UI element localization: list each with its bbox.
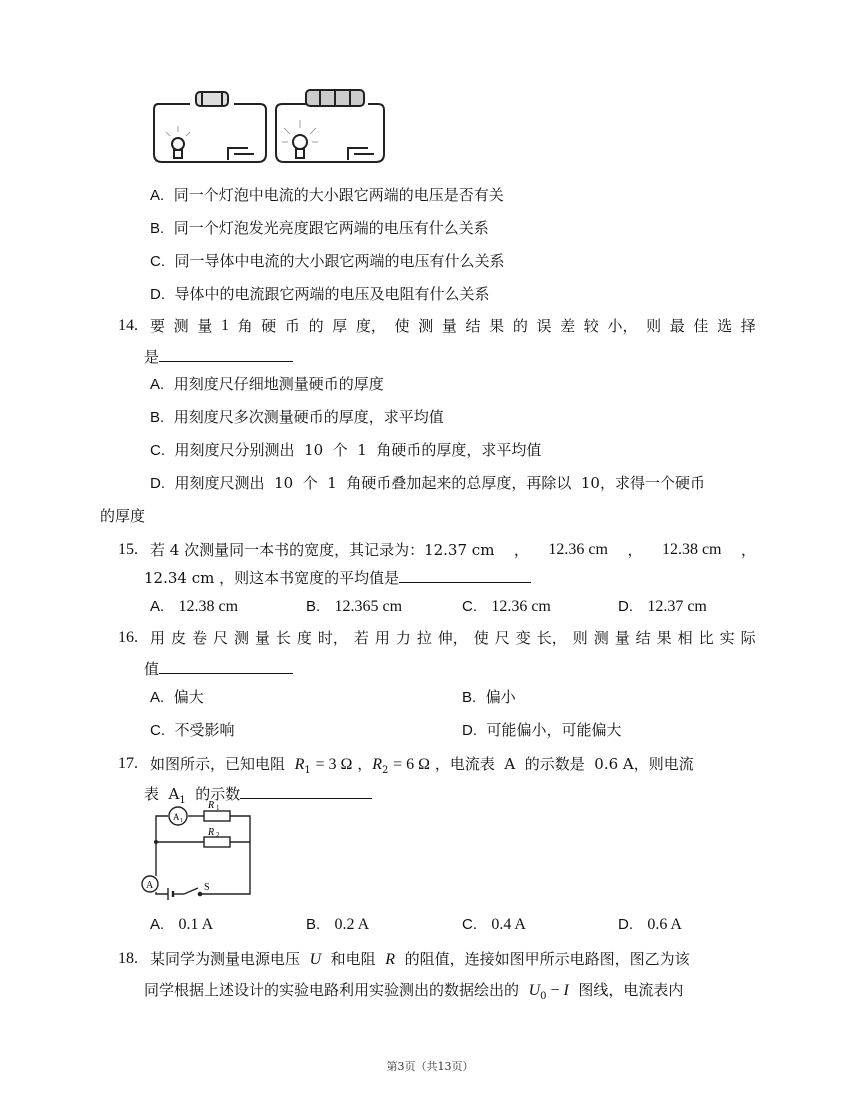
q17-circuit-diagram [138,800,258,904]
q14-stem-line1 [150,315,756,337]
stem-word: 长 [275,629,291,647]
stem-word: 测 [173,317,189,335]
q15-number: 15. [118,541,138,558]
stem-word: 卷 [191,629,207,647]
stem-word: 测 [418,317,434,335]
stem-word: 时， [317,629,348,647]
q14-number: 14. [118,317,138,334]
q15-option-b: B. 12.365 cm [306,598,403,615]
stem-word: 度， [355,317,386,335]
stem-word: 则 [572,629,588,647]
label-r1: R [208,800,215,811]
stem-word: 果 [489,317,505,335]
stem-word: 量 [197,317,213,335]
stem-word: 小， [607,317,638,335]
stem-word: 果 [656,629,672,647]
stem-word: 量 [254,629,270,647]
stem-word: 佳 [693,317,709,335]
stem-word: 比 [698,629,714,647]
q13-circuit-figure [150,82,390,164]
stem-word: 际 [740,629,756,647]
q13-option-b: B. 同一个灯泡发光亮度跟它两端的电压有什么关系 [150,219,489,237]
stem-word: 相 [677,629,693,647]
stem-word: 实 [719,629,735,647]
q16-answer-blank[interactable] [159,659,293,674]
stem-word: 若 4 次测量同一本书的宽度，其记录为：12.37 cm [150,541,495,559]
q14-answer-blank[interactable] [159,347,293,362]
q17-option-b: B. 0.2 A [306,916,370,933]
q15-answer-blank[interactable] [399,568,531,583]
stem-word: 力 [395,629,411,647]
q14-option-a: A. 用刻度尺仔细地测量硬币的厚度 [150,375,384,393]
q17-number: 17. [118,755,138,772]
label-r2-sub: 2 [216,831,220,839]
q14-option-d: D. 用刻度尺测出 10 个 1 角硬币叠加起来的总厚度，再除以 10，求得一个硬币 [150,474,705,492]
circuit-left [154,92,266,162]
stem-word: 的 [308,317,324,335]
stem-word: 长， [536,629,567,647]
stem-word: 要 [150,317,166,335]
q14-option-b: B. 用刻度尺多次测量硬币的厚度，求平均值 [150,408,444,426]
q17-option-c: C. 0.4 A [462,916,526,933]
stem-word: 测 [593,629,609,647]
q16-option-a: A. 偏大 [150,688,204,706]
stem-word: ， [513,541,529,559]
q17-stem-line1: 如图所示，已知电阻 $R_1 = 3$ Ω ，$R_2 = 6$ Ω ，电流表 A 的示数是 0.6 A，则电流 [150,755,694,776]
label-r2: R [208,827,215,838]
stem-word: 量 [614,629,630,647]
stem-word: ， [627,541,643,559]
stem-word: 选 [717,317,733,335]
stem-word: 使 [473,629,489,647]
q16-stem-line2: 值 [144,658,293,680]
stem-word: 的 [512,317,528,335]
label-a: A [146,880,154,891]
q13-option-d: D. 导体中的电流跟它两端的电压及电阻有什么关系 [150,285,490,303]
q13-option-c: C. 同一导体中电流的大小跟它两端的电压有什么关系 [150,252,505,270]
stem-word: 结 [465,317,481,335]
q15-option-d: D. 12.37 cm [618,598,707,615]
q16-number: 16. [118,629,138,646]
q14-stem-line2: 是 [144,346,293,368]
q14-option-d-continued: 的厚度 [100,507,146,525]
q15-stem-line2: 12.34 cm ，则这本书宽度的平均值是 [144,567,531,589]
q16-stem-line1 [150,627,756,649]
stem-word: 用 [374,629,390,647]
q18-line1: 某同学为测量电源电压 U 和电阻 R 的阻值，连接如图甲所示电路图，图乙为该 [150,950,690,968]
label-a1: A [173,812,180,822]
q16-option-d: D. 可能偏小，可能偏大 [462,721,622,739]
stem-word: 1 [220,317,229,334]
label-s: S [204,882,210,893]
stem-word: 12.38 cm [661,541,722,558]
stem-word: 测 [233,629,249,647]
circuit-right [276,90,384,162]
q17-option-a: A. 0.1 A [150,916,214,933]
stem-word: 伸， [437,629,468,647]
junction-dot [154,840,158,844]
q16-option-b: B. 偏小 [462,688,516,706]
q15-option-a: A. 12.38 cm [150,598,239,615]
stem-word: 硬 [261,317,277,335]
stem-word: 择 [740,317,756,335]
stem-word: 拉 [416,629,432,647]
q13-option-a: A. 同一个灯泡中电流的大小跟它两端的电压是否有关 [150,186,504,204]
stem-word: 误 [536,317,552,335]
q16-option-c: C. 不受影响 [150,721,235,739]
page-footer: 第3页（共13页） [386,1060,474,1073]
q17-stem-line2: 表 $A_1$ 的示数 [144,783,372,812]
q15-option-c: C. 12.36 cm [462,598,551,615]
stem-word: 用 [150,629,166,647]
stem-word: 较 [583,317,599,335]
stem-word: 则 [646,317,662,335]
stem-word: 量 [441,317,457,335]
stem-word: 若 [353,629,369,647]
stem-word: 差 [560,317,576,335]
stem-word: 币 [284,317,300,335]
stem-word: 厚 [332,317,348,335]
stem-word: 12.36 cm [548,541,608,558]
stem-word: ， [740,541,756,559]
label-r1-sub: 1 [216,804,220,812]
stem-word: 结 [635,629,651,647]
q14-option-c: C. 用刻度尺分别测出 10 个 1 角硬币的厚度，求平均值 [150,441,542,459]
q17-option-d: D. 0.6 A [618,916,682,933]
q17-answer-blank[interactable] [240,784,372,799]
stem-word: 度 [296,629,312,647]
stem-word: 使 [394,317,410,335]
stem-word: 变 [515,629,531,647]
stem-word: 皮 [170,629,186,647]
q18-number: 18. [118,950,138,967]
label-a1-sub: 1 [180,818,183,824]
q18-line2: 同学根据上述设计的实验电路利用实验测出的数据绘出的 $U_0 - I$ 图线，电流表内 [144,981,684,1002]
stem-word: 尺 [212,629,228,647]
stem-word: 尺 [494,629,510,647]
stem-word: 最 [669,317,685,335]
q15-stem-line1 [150,539,756,561]
stem-word: 角 [237,317,253,335]
